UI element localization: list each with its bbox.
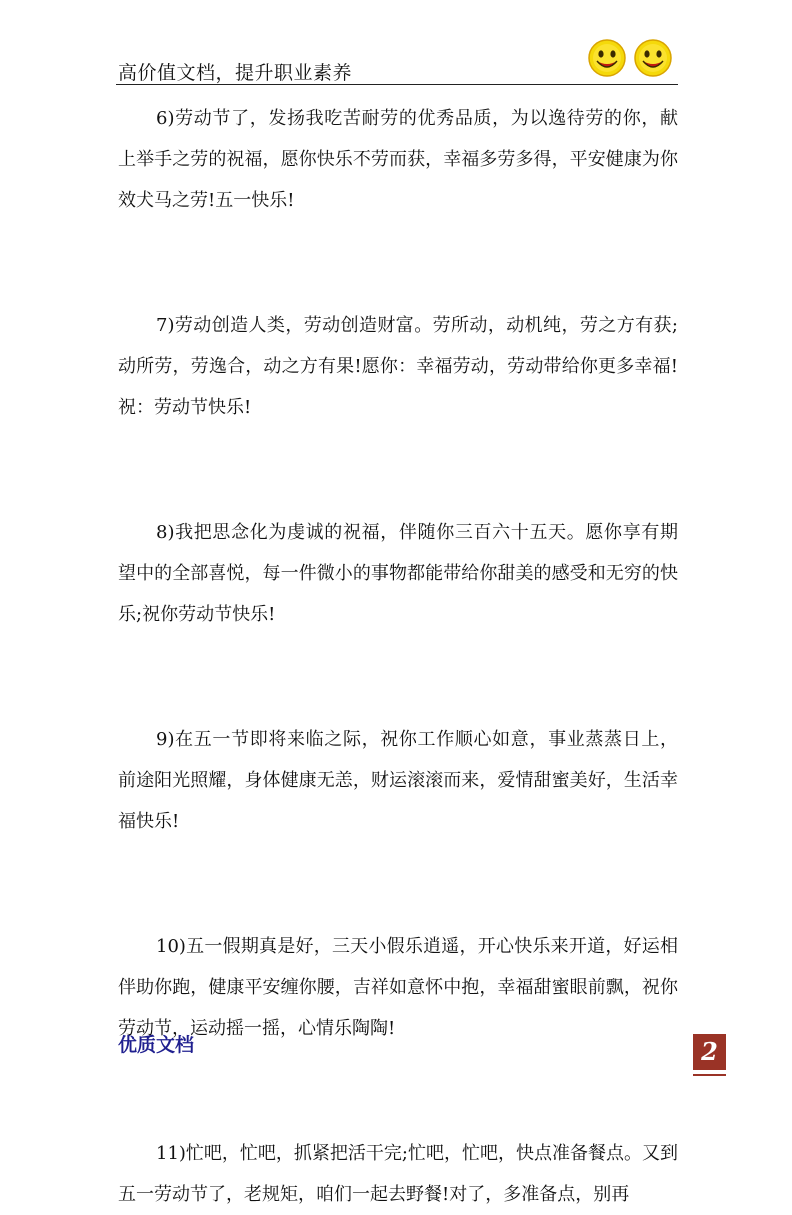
paragraph: 9)在五一节即将来临之际，祝你工作顺心如意，事业蒸蒸日上，前途阳光照耀，身体健康无恙，财运滚滚而来，爱情甜蜜美好，生活幸福快乐! (118, 729, 678, 832)
smiley-face-icon (633, 38, 673, 78)
header-title: 高价值文档，提升职业素养 (118, 62, 353, 84)
paragraph: 11)忙吧，忙吧，抓紧把活干完;忙吧，忙吧，快点准备餐点。又到五一劳动节了，老规矩，咱们一起去野餐!对了，多准备点，别再 (118, 1143, 678, 1205)
document-body (118, 98, 678, 1215)
smiley-face-icon (587, 38, 627, 78)
paragraph: 8)我把思念化为虔诚的祝福，伴随你三百六十五天。愿你享有期望中的全部喜悦，每一件微小的事物都能带给你甜美的感受和无穷的快乐;祝你劳动节快乐! (118, 522, 678, 625)
page-number-badge: 2 (693, 1034, 726, 1070)
paragraph: 10)五一假期真是好，三天小假乐逍遥，开心快乐来开道，好运相伴助你跑，健康平安缠你腰，吉祥如意怀中抱，幸福甜蜜眼前飘，祝你劳动节，运动摇一摇，心情乐陶陶! (118, 936, 678, 1039)
header-divider (116, 84, 678, 85)
footer-brand: 优质文档 (118, 1034, 195, 1056)
paragraph: 6)劳动节了，发扬我吃苦耐劳的优秀品质，为以逸待劳的你，献上举手之劳的祝福，愿你快乐不劳而获，幸福多劳多得，平安健康为你效犬马之劳!五一快乐! (118, 108, 678, 211)
page-number-underline (693, 1074, 726, 1076)
paragraph: 7)劳动创造人类，劳动创造财富。劳所动，动机纯，劳之方有获;动所劳，劳逸合，动之方有果!愿你：幸福劳动，劳动带给你更多幸福!祝：劳动节快乐! (118, 315, 678, 418)
